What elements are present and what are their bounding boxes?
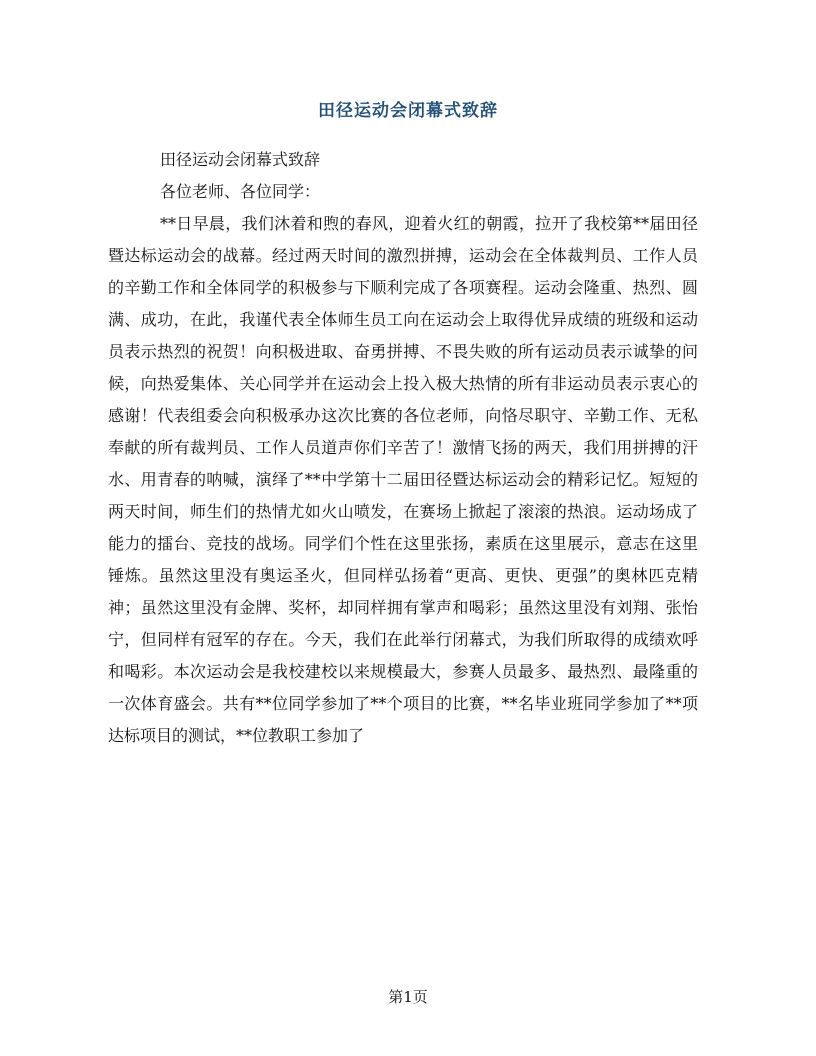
subtitle-paragraph: 田径运动会闭幕式致辞 (160, 150, 321, 169)
document-title: 田径运动会闭幕式致辞 (318, 101, 498, 121)
main-paragraph: **日早晨，我们沐着和煦的春风，迎着火红的朝霞，拉开了我校第**届田径暨达标运动会的战幕。经过两天时间的激烈拼搏，运动会在全体裁判员、工作人员的辛勤工作和全体同学的积极参与下顺利完成了各项赛程。运动会隆重、热烈、圆满、成功，在此，我谨代表全体师生员工向在运动会上取得优异成绩的班级和运动员表示热烈的祝贺！向积极进取、奋勇拼搏、不畏失败的所有运动员表示诚挚的问候，向热爱集体、关心同学并在运动会上投入极大热情的所有非运动员表示衷心的感谢！代表组委会向积极承办这次比赛的各位老师，向恪尽职守、辛勤工作、无私奉献的所有裁判员、工作人员道声你们辛苦了！激情飞扬的两天，我们用拼搏的汗水、用青春的呐喊，演绎了**中学第十二届田径暨达标运动会的精彩记忆。短短的两天时间，师生们的热情尤如火山喷发，在赛场上掀起了滚滚的热浪。运动场成了能力的擂台、竞技的战场。同学们个性在这里张扬，素质在这里展示，意志在这里锤炼。虽然这里没有奥运圣火，但同样弘扬着“更高、更快、更强”的奥林匹克精神；虽然这里没有金牌、奖杯，却同样拥有掌声和喝彩；虽然这里没有刘翔、张怡宁，但同样有冠军的存在。今天，我们在此举行闭幕式，为我们所取得的成绩欢呼和喝彩。本次运动会是我校建校以来规模最大，参赛人员最多、最热烈、最隆重的一次体育盛会。共有**位同学参加了**个项目的比赛，**名毕业班同学参加了**项达标项目的测试，**位教职工参加了 (108, 214, 698, 745)
page-number: 第1页 (388, 988, 428, 1006)
document-body (108, 144, 698, 752)
salutation-paragraph: 各位老师、各位同学： (160, 182, 321, 201)
